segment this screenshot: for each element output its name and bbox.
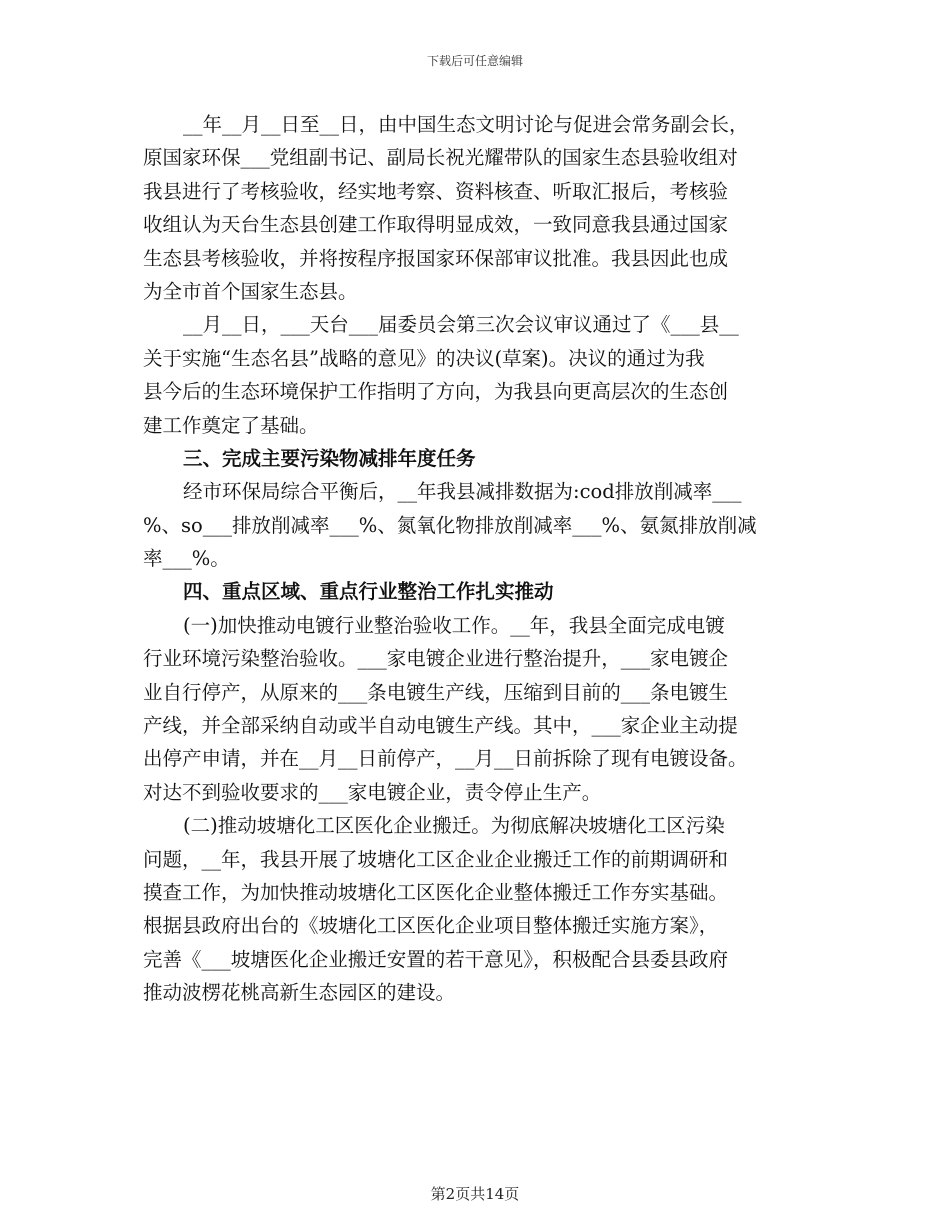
- text-line: 对达不到验收要求的___家电镀企业，责令停止生产。: [143, 780, 602, 804]
- text-line: %、so___排放削减率___%、氮氧化物排放削减率___%、氨氮排放削减: [143, 513, 757, 537]
- section-heading: 三、完成主要污染物减排年度任务: [183, 446, 476, 470]
- text-line: 收组认为天台生态县创建工作取得明显成效，一致同意我县通过国家: [143, 213, 729, 237]
- text-line: 产线，并全部采纳自动或半自动电镀生产线。其中，___家企业主动提: [143, 714, 738, 738]
- text-line: 生态县考核验收，并将按程序报国家环保部审议批准。我县因此也成: [143, 246, 729, 270]
- text-line: 根据县政府出台的《坡塘化工区医化企业项目整体搬迁实施方案》，: [143, 914, 719, 938]
- text-line: 行业环境污染整治验收。___家电镀企业进行整治提升，___家电镀企: [143, 647, 729, 671]
- text-line: 经市环保局综合平衡后，__年我县减排数据为:cod排放削减率___: [183, 480, 742, 504]
- text-line: 建工作奠定了基础。: [143, 413, 319, 437]
- text-line: 县今后的生态环境保护工作指明了方向，为我县向更高层次的生态创: [143, 380, 729, 404]
- text-line: 我县进行了考核验收，经实地考察、资料核查、听取汇报后，考核验: [143, 179, 729, 203]
- text-line: __月__日，___天台___届委员会第三次会议审议通过了《___县__: [183, 313, 739, 337]
- text-line: __年__月__日至__日，由中国生态文明讨论与促进会常务副会长，: [183, 113, 749, 136]
- text-line: 推动波楞花桃高新生态园区的建设。: [143, 981, 456, 1005]
- page-footer: 第2页共14页: [430, 1185, 520, 1203]
- page-header: 下载后可任意编辑: [426, 54, 523, 68]
- section-heading: 四、重点区域、重点行业整治工作扎实推动: [183, 580, 554, 604]
- text-line: 原国家环保___党组副书记、副局长祝光耀带队的国家生态县验收组对: [143, 146, 738, 170]
- text-line: 完善《___坡塘医化企业搬迁安置的若干意见》，积极配合县委县政府: [143, 947, 729, 971]
- text-line: 问题，__年，我县开展了坡塘化工区企业企业搬迁工作的前期调研和: [143, 847, 729, 871]
- document-body: [143, 108, 813, 1010]
- text-line: (一)加快推动电镀行业整治验收工作。__年，我县全面完成电镀: [183, 613, 725, 637]
- text-line: 为全市首个国家生态县。: [143, 279, 358, 303]
- text-line: 关于实施“生态名县”战略的意见》的决议(草案)。决议的通过为我: [143, 346, 705, 370]
- text-line: (二)推动坡塘化工区医化企业搬迁。为彻底解决坡塘化工区污染: [183, 814, 725, 838]
- text-line: 率___%。: [143, 547, 230, 571]
- text-line: 业自行停产，从原来的___条电镀生产线，压缩到目前的___条电镀生: [143, 680, 729, 704]
- text-line: 摸查工作，为加快推动坡塘化工区医化企业整体搬迁工作夯实基础。: [143, 880, 729, 904]
- text-line: 出停产申请，并在__月__日前停产，__月__日前拆除了现有电镀设备。: [143, 747, 748, 771]
